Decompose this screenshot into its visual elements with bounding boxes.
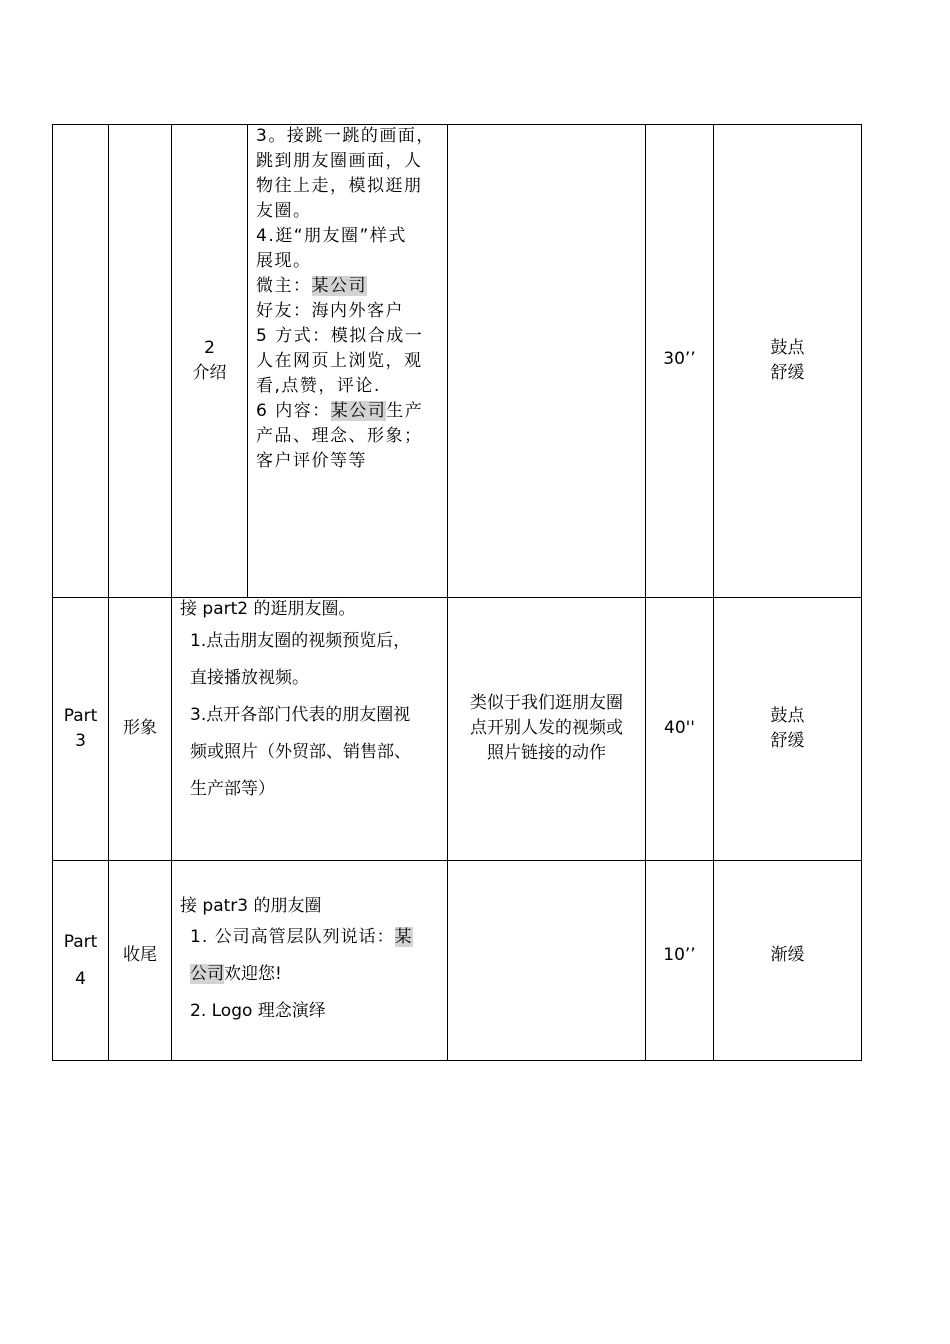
- item-line: 3.点开各部门代表的朋友圈视: [190, 705, 411, 725]
- scene-number-cell: [172, 336, 247, 386]
- table-border: [171, 124, 172, 1061]
- friends-line: 好友：海内外客户: [256, 301, 404, 321]
- section-name: 形象: [123, 718, 157, 738]
- part-cell: [53, 924, 108, 998]
- music-cell: [714, 704, 861, 754]
- table-border: [52, 124, 862, 125]
- music-line: 鼓点: [770, 706, 805, 726]
- content-cell: [180, 597, 445, 808]
- content6-prefix: 6 内容：: [256, 401, 331, 421]
- content6-line: 客户评价等等: [256, 451, 367, 471]
- duration-cell: [646, 943, 713, 968]
- intro-line: 接 part2 的逛朋友圈。: [180, 599, 356, 619]
- part-cell: [53, 704, 108, 754]
- part-label: Part: [63, 932, 98, 952]
- item-list: [180, 919, 442, 1030]
- content6-line: [256, 399, 442, 424]
- music-line: 舒缓: [770, 731, 805, 751]
- part-number: 3: [75, 731, 86, 751]
- table-border: [861, 124, 862, 1061]
- table-border: [247, 124, 248, 597]
- company-highlight: 某公司: [330, 401, 387, 421]
- content6-suffix: 生产: [386, 401, 424, 421]
- content-line: 友圈。: [256, 201, 312, 221]
- duration: 40'': [664, 718, 695, 738]
- content-line: 4.逛“朋友圈”样式: [256, 226, 407, 246]
- item-line: 1.点击朋友圈的视频预览后，: [190, 631, 411, 651]
- company-highlight: 某: [394, 927, 413, 947]
- table-border: [52, 860, 862, 861]
- item-line: 2. Logo 理念演绎: [190, 1001, 326, 1021]
- intro-line: 接 patr3 的朋友圈: [180, 896, 322, 916]
- music-cell: [714, 336, 861, 386]
- notes-line: 照片链接的动作: [487, 743, 606, 763]
- music: 渐缓: [770, 945, 805, 965]
- table-border: [52, 597, 862, 598]
- section-cell: [109, 716, 171, 741]
- content-line: 3。接跳一跳的画面，: [256, 126, 435, 146]
- part-label: Part: [63, 706, 98, 726]
- company-highlight: 某公司: [311, 276, 367, 296]
- company-highlight: 公司: [190, 964, 224, 984]
- content-cell: [180, 894, 442, 1030]
- scene-name: 介绍: [192, 363, 227, 383]
- table-border: [108, 124, 109, 1061]
- section-name: 收尾: [123, 945, 157, 965]
- table-border: [52, 124, 53, 1061]
- content6-line: 产品、理念、形象；: [256, 426, 423, 446]
- item-line: 直接播放视频。: [190, 668, 309, 688]
- table-border: [645, 124, 646, 1061]
- notes-line: 点开别人发的视频或: [470, 718, 623, 738]
- method-line: 5 方式：模拟合成一: [256, 326, 424, 346]
- item-line: [190, 956, 442, 993]
- item-prefix: 1. 公司高管层队列说话：: [190, 927, 395, 947]
- part-number: 4: [75, 969, 86, 989]
- music-line: 鼓点: [770, 338, 805, 358]
- weizhu-line: [256, 274, 442, 299]
- item-suffix: 欢迎您!: [224, 964, 282, 984]
- item-line: [190, 919, 442, 956]
- music-line: 舒缓: [770, 363, 805, 383]
- table-border: [447, 124, 448, 1061]
- duration-cell: [646, 716, 713, 741]
- content-cell: [256, 124, 442, 474]
- item-line: 频或照片（外贸部、销售部、: [190, 742, 411, 762]
- duration-cell: [646, 347, 713, 372]
- duration: 30’’: [663, 349, 696, 369]
- table-border: [52, 1060, 862, 1061]
- method-line: 看,点赞，评论.: [256, 376, 381, 396]
- content-line: 跳到朋友圈画面，人: [256, 151, 423, 171]
- duration: 10’’: [663, 945, 696, 965]
- item-line: 生产部等）: [190, 779, 275, 799]
- weizhu-label: 微主：: [256, 276, 312, 296]
- section-cell: [109, 943, 171, 968]
- music-cell: [714, 943, 861, 968]
- notes-cell: [448, 691, 645, 766]
- content-line: 物往上走，模拟逛朋: [256, 176, 423, 196]
- content-line: 展现。: [256, 251, 312, 271]
- item-list: [180, 623, 445, 808]
- scene-number: 2: [204, 338, 215, 358]
- method-line: 人在网页上浏览，观: [256, 351, 423, 371]
- table-border: [713, 124, 714, 1061]
- notes-line: 类似于我们逛朋友圈: [470, 693, 623, 713]
